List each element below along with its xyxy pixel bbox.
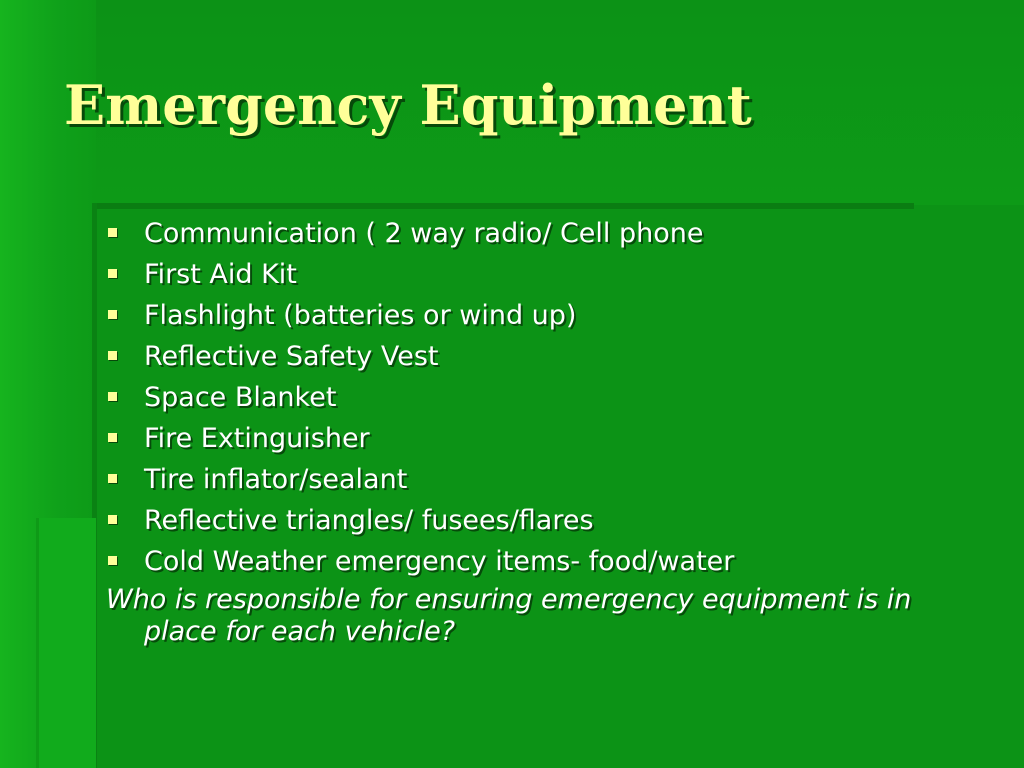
bullet-text: Reflective Safety Vest [144, 341, 439, 372]
square-bullet-icon [108, 515, 117, 524]
bullet-item [106, 295, 986, 336]
bullet-text: Cold Weather emergency items- food/water [144, 546, 735, 577]
bullet-list [106, 213, 986, 582]
panel-top-divider [96, 203, 914, 209]
square-bullet-icon [108, 310, 117, 319]
bullet-item [106, 500, 986, 541]
square-bullet-icon [108, 433, 117, 442]
square-bullet-icon [108, 228, 117, 237]
square-bullet-icon [108, 351, 117, 360]
bullet-item [106, 459, 986, 500]
slide-title: Emergency Equipment [64, 73, 752, 137]
background-lower-left-block [36, 518, 96, 768]
square-bullet-icon [108, 556, 117, 565]
bullet-text: Space Blanket [144, 382, 337, 413]
square-bullet-icon [108, 269, 117, 278]
bullet-item [106, 213, 986, 254]
square-bullet-icon [108, 392, 117, 401]
bullet-text: Reflective triangles/ fusees/flares [144, 505, 594, 536]
bullet-item [106, 336, 986, 377]
bullet-text: Tire inflator/sealant [144, 464, 408, 495]
square-bullet-icon [108, 474, 117, 483]
bullet-text: First Aid Kit [144, 259, 297, 290]
bullet-item [106, 377, 986, 418]
bullet-item [106, 418, 986, 459]
bullet-item [106, 254, 986, 295]
bullet-text: Communication ( 2 way radio/ Cell phone [144, 218, 704, 249]
slide-body [106, 213, 986, 648]
bullet-text: Flashlight (batteries or wind up) [144, 300, 577, 331]
closing-question: Who is responsible for ensuring emergency equipment is in place for each vehicle? [106, 584, 912, 647]
bullet-text: Fire Extinguisher [144, 423, 370, 454]
background-lower-left-edge [36, 518, 39, 768]
bullet-item [106, 541, 986, 582]
